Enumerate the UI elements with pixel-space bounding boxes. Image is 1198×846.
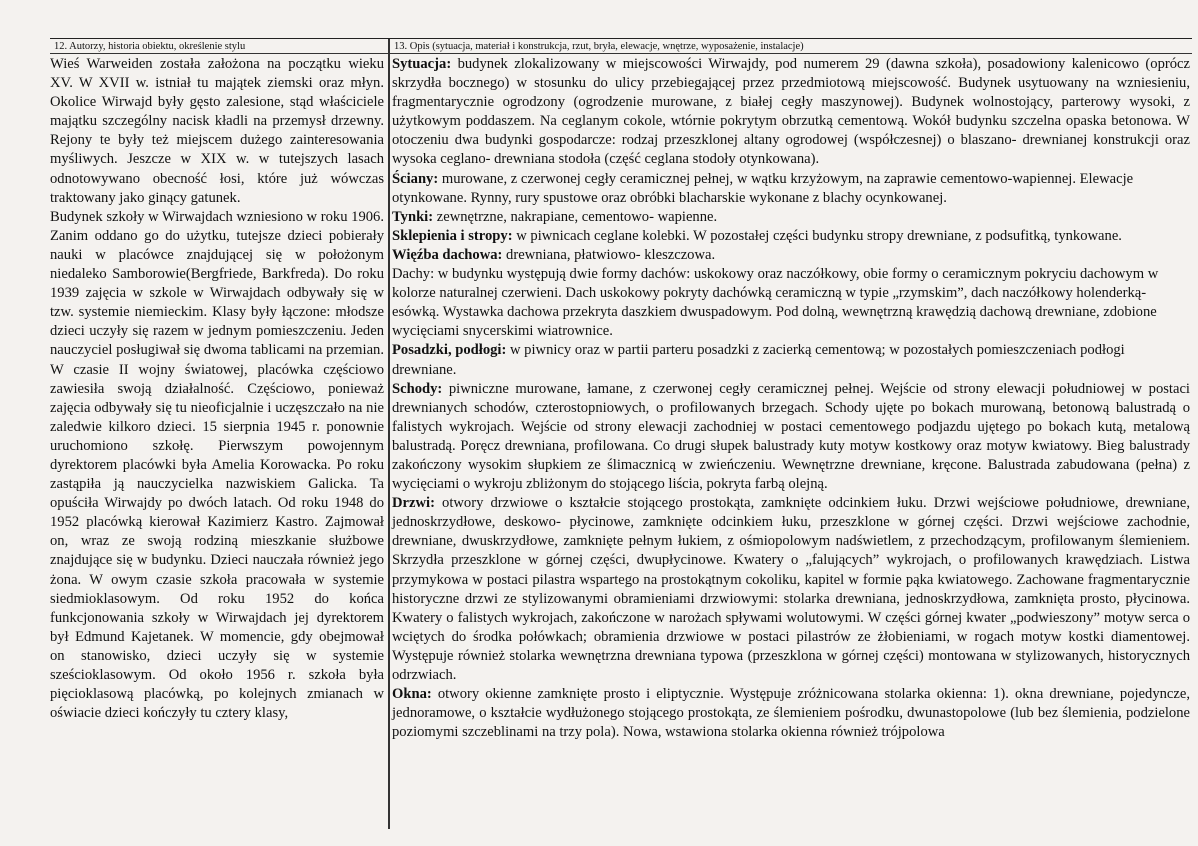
sytuacja-label: Sytuacja: [392,56,452,72]
sklepienia-label: Sklepienia i stropy: [392,227,513,244]
wiezba-paragraph [392,246,1190,265]
drzwi-paragraph [392,494,1190,685]
posadzki-label: Posadzki, podłogi: [392,342,507,359]
section-13-header: 13. Opis (sytuacja, materiał i konstrukcja, rzut, bryła, elewacje, wnętrze, wyposażenie, instalacje) [394,41,804,52]
schody-label: Schody: [392,380,443,397]
posadzki-text: w piwnicy oraz w partii parteru posadzki z zacierką cementową; w pozostałych pomieszczeniach podłogi drewniane. [392,342,1125,378]
sciany-text: murowane, z czerwonej cegły ceramicznej pełnej, w wątku krzyżowym, na zaprawie cementowo-wapiennej. Elewacje otynkowane. Rynny, rury spustowe oraz obróbki blacharskie wykonane z blachy ocynkowanej. [392,170,1134,206]
history-paragraph-2: Budynek szkoły w Wirwajdach wzniesiono w roku 1906. Zanim oddano go do użytku, tutejsze dzieci pobierały nauki w placówce znajdującej się w położonym niedaleko Samborowie(Bergfriede, Barkfreda). Do roku 1939 zajęcia w szkole w Wirwajdach odbywały się w tzw. systemie niemieckim. Klasy były łączone: młodsze dzieci uczyły się razem w jednym pomieszczeniu. Jeden nauczyciel posługiwał się dwoma tablicami na przemian. W czasie II wojny światowej, placówka częściowo zawiesiła swoją działalność. Częściowo, ponieważ zajęcia odbywały się tu nieoficjalnie i uczęszczało na nie zaledwie kilkoro dzieci. 15 sierpnia 1945 r. ponownie uruchomiono szkołę. Pierwszym powojennym dyrektorem placówki była Amelia Korowacka. Po roku zastąpiła ją nauczycielka nazwiskiem Galicka. Ta opuściła Wirwajdy po dwóch latach. Od roku 1948 do 1952 placówką kierował Kazimierz Kastro. Zajmował on, wraz ze swoją rodziną mieszkanie służbowe znajdujące się w budynku. Dzieci nauczała również jego żona. W owym czasie szkoła pracowała w systemie siedmioklasowym. Od roku 1952 do końca funkcjonowania szkoły w Wirwajdach jej dyrektorem był Edmund Kajetanek. W momencie, gdy obejmował on stanowisko, dzieci uczyły się w systemie sześcioklasowym. Od około 1956 r. szkoła była pięcioklasową placówką, po kolejnych zmianach w oświacie dzieci kończyły tu cztery klasy, [50,208,384,722]
posadzki-paragraph [392,341,1190,379]
history-paragraph-1: Wieś Warweiden została założona na początku wieku XV. W XVII w. istniał tu majątek ziemski oraz młyn. Okolice Wirwajd były gęsto zalesione, stąd właściciele majątku szczególny nacisk kładli na przemysł drzewny. Rejony te były też miejscem dużego zainteresowania myśliwych. Jeszcze w XIX w. w tutejszych lasach odnotowywano obecność łosi, które już wówczas traktowany jako ginący gatunek. [50,56,384,206]
okna-paragraph [392,685,1190,742]
sciany-paragraph [392,170,1190,208]
sciany-label: Ściany: [392,170,439,187]
schody-paragraph [392,380,1190,495]
header-rule [50,53,1192,54]
column-divider [388,39,390,829]
sytuacja-paragraph [392,55,1190,170]
wiezba-text: drewniana, płatwiowo- kleszczowa. [502,246,716,263]
dachy-paragraph: Dachy: w budynku występują dwie formy dachów: uskokowy oraz naczółkowy, obie formy o ceramicznym pokryciu dachowym w kolorze naturalnej czerwieni. Dach uskokowy pokryty dachówką ceramiczną w typie „rzymskim”, dach naczółkowy holenderką- esówką. Wystawka dachowa przekryta daszkiem dwuspadowym. Pod dolną, wewnętrzną krawędzią dachową drewniane, zdobione wycięciami snycerskimi wiatrownice. [392,266,1159,340]
drzwi-label: Drzwi: [392,495,435,512]
tynki-text: zewnętrzne, nakrapiane, cementowo- wapienne. [433,208,718,225]
okna-text: otwory okienne zamknięte prosto i eliptycznie. Występuje zróżnicowana stolarka okienna: 1). okna drewniane, pojedyncze, jednoramowe, o kształcie wydłużonego stojącego prostokąta, ze ślemieniem pośrodku, dwunastopolowe (lub bez ślemienia, podzielone poziomymi szczeblinami na trzy pola). Nowa, wstawiona stolarka okienna również trójpolowa [392,686,1190,741]
tynki-label: Tynki: [392,208,434,225]
drzwi-text: otwory drzwiowe o kształcie stojącego prostokąta, zamknięte odcinkiem łuku. Drzwi wejściowe południowe, drewniane, jednoskrzydłowe, deskowo- płycinowe, zamknięte odcinkiem łuku, przeszklone w górnej części. Drzwi wejściowe zachodnie, drewniane, dwuskrzydłowe, zamknięte pełnym łukiem, z ośmiopolowym nadświetlem, z przechodzącym, profilowanym ślemieniem. Skrzydła przeszklone w górnej części, dwupłycinowe. Kwatery o „falujących” wykrojach, o profilowanych krawędziach. Listwa przymykowa w postaci pilastra wspartego na prostokątnym cokoliku, kapitel w formie pąka kwiatowego. Zachowane fragmentarycznie historyczne drzwi ze stylizowanymi obramieniami drzwiowymi: stolarka drewniana, jednoskrzydłowa, zamknięta prosto, płycinowa. Kwatery o falistych wykrojach, zakończone w narożach spływami wolutowymi. W części górnej kwater „podwieszony” motyw serca o wciętych do środka połówkach; obramienia drzwiowe w postaci pilastrów ze żłobieniami, w rogach motyw kostki diamentowej. Występuje również stolarka wewnętrzna drewniana typowa (przeszklona w górnej części) montowana w stylizowanych, historycznych odrzwiach. [392,495,1190,683]
sytuacja-text: budynek zlokalizowany w miejscowości Wirwajdy, pod numerem 29 (dawna szkoła), posadowiony kalenicowo (oprócz skrzydła bocznego) w stosunku do ulicy przebiegającej przez przedmiotową miejscowość. Budynek usytuowany na wzniesieniu, fragmentarycznie ogrodzony (ogrodzenie murowane, z białej cegły maszynowej). Budynek wolnostojący, parterowy wysoki, z użytkowym poddaszem. Na ceglanym cokole, wtórnie pokrytym obrzutką cementową. Wokół budynku szczelna opaska betonowa. W otoczeniu dwa budynki gospodarcze: rodzaj przeszklonej altany ogrodowej (współczesnej) o blaszano- drewnianej konstrukcji oraz wysoka ceglano- drewniana stodoła (część ceglana stodoły otynkowana). [392,56,1190,168]
section-12-header: 12. Autorzy, historia obiektu, określenie stylu [54,41,246,52]
form-sheet [50,38,1192,829]
wiezba-label: Więźba dachowa: [392,246,503,263]
history-column [50,55,384,723]
okna-label: Okna: [392,686,432,703]
sklepienia-paragraph [392,227,1190,246]
sklepienia-text: w piwnicach ceglane kolebki. W pozostałej części budynku stropy drewniane, z podsufitką, tynkowane. [512,227,1122,244]
tynki-paragraph [392,208,1190,227]
schody-text: piwniczne murowane, łamane, z czerwonej cegły ceramicznej pełnej. Wejście od strony elewacji południowej w postaci drewnianych schodów, czterostopniowych, o profilowanych brzegach. Schody ujęte po bokach murowaną, betonową balustradą o falistych wykrojach. Wejście od strony elewacji zachodniej w postaci cementowego podjazdu ujętego po bokach kutą, metalową balustradą. Poręcz drewniana, profilowana. Co drugi słupek balustrady kuty motyw kostkowy oraz motyw kwiatowy. Bieg balustrady zakończony wysokim słupkiem ze ślimacznicą w zwieńczeniu. Wewnętrzne drewniane, kręcone. Balustrada zabudowana (pełna) z wycięciami o wykroju zbliżonym do stojącego liścia, pokryta farbą olejną. [392,380,1190,493]
description-column [392,55,1190,742]
